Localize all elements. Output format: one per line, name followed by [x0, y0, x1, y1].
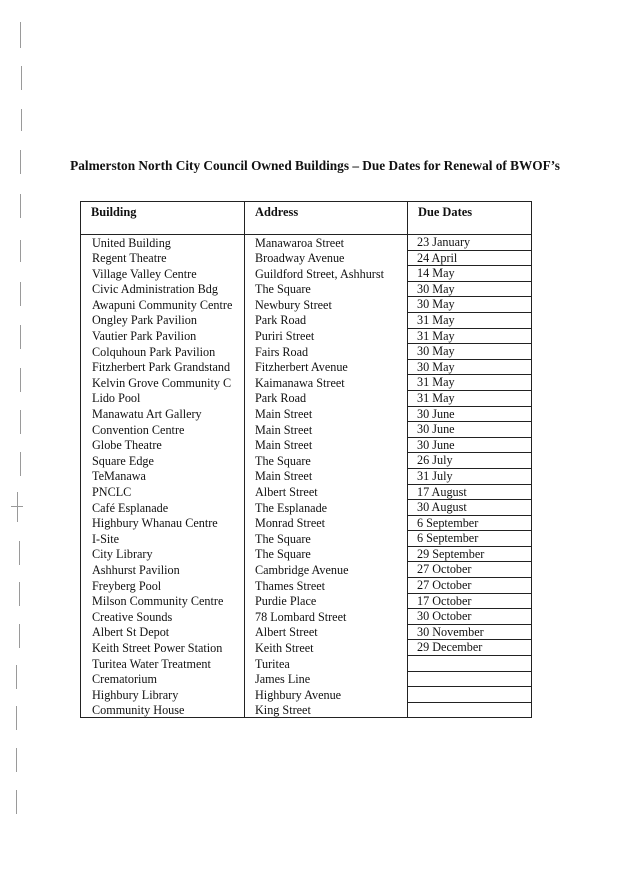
building-cell: Manawatu Art Gallery	[81, 406, 245, 422]
address-cell: Thames Street	[245, 578, 408, 594]
building-cell: Creative Sounds	[81, 609, 245, 625]
building-cell: City Library	[81, 546, 245, 562]
margin-mark	[16, 706, 17, 730]
due-date-cell: 30 May	[408, 344, 532, 360]
building-cell: Milson Community Centre	[81, 593, 245, 609]
building-cell: Keith Street Power Station	[81, 640, 245, 656]
address-cell: Highbury Avenue	[245, 687, 408, 703]
table-row	[81, 562, 532, 578]
margin-mark	[20, 194, 21, 218]
building-cell: PNCLC	[81, 484, 245, 500]
address-cell: Kaimanawa Street	[245, 375, 408, 391]
due-date-cell: 31 May	[408, 375, 532, 391]
building-cell: Turitea Water Treatment	[81, 656, 245, 672]
building-cell: Crematorium	[81, 671, 245, 687]
table-row	[81, 578, 532, 594]
header-address: Address	[245, 202, 408, 235]
header-building: Building	[81, 202, 245, 235]
address-cell: Cambridge Avenue	[245, 562, 408, 578]
address-cell: The Esplanade	[245, 500, 408, 516]
table-row	[81, 656, 532, 672]
building-cell: Lido Pool	[81, 390, 245, 406]
margin-mark	[19, 624, 20, 648]
table-row	[81, 640, 532, 656]
table-row	[81, 546, 532, 562]
table-row	[81, 266, 532, 282]
building-cell: Village Valley Centre	[81, 266, 245, 282]
due-date-cell: 6 September	[408, 531, 532, 547]
building-cell: Fitzherbert Park Grandstand	[81, 359, 245, 375]
due-date-cell: 26 July	[408, 453, 532, 469]
building-cell: United Building	[81, 235, 245, 251]
address-cell: Keith Street	[245, 640, 408, 656]
due-date-cell: 30 May	[408, 359, 532, 375]
building-cell: Awapuni Community Centre	[81, 297, 245, 313]
building-cell: I-Site	[81, 531, 245, 547]
building-cell: Convention Centre	[81, 422, 245, 438]
address-cell: Park Road	[245, 312, 408, 328]
table-header-row	[81, 202, 532, 235]
margin-mark	[20, 410, 21, 434]
building-cell: Albert St Depot	[81, 624, 245, 640]
address-cell: Fairs Road	[245, 344, 408, 360]
margin-mark	[20, 150, 21, 174]
due-date-cell: 17 August	[408, 484, 532, 500]
margin-mark	[20, 282, 21, 306]
address-cell: Main Street	[245, 437, 408, 453]
due-date-cell	[408, 687, 532, 703]
margin-mark	[16, 748, 17, 772]
table-row	[81, 515, 532, 531]
page-title: Palmerston North City Council Owned Buildings – Due Dates for Renewal of BWOF’s	[70, 158, 560, 173]
margin-mark	[17, 492, 18, 522]
margin-mark	[20, 240, 21, 262]
address-cell: Broadway Avenue	[245, 250, 408, 266]
due-date-cell: 29 September	[408, 546, 532, 562]
due-date-cell: 31 May	[408, 312, 532, 328]
table-row	[81, 344, 532, 360]
due-date-cell	[408, 702, 532, 718]
building-cell: Café Esplanade	[81, 500, 245, 516]
address-cell: Purdie Place	[245, 593, 408, 609]
margin-mark	[20, 325, 21, 349]
margin-mark	[11, 506, 23, 507]
address-cell: The Square	[245, 531, 408, 547]
address-cell: Albert Street	[245, 624, 408, 640]
building-cell: Globe Theatre	[81, 437, 245, 453]
address-cell: King Street	[245, 702, 408, 718]
building-cell: Vautier Park Pavilion	[81, 328, 245, 344]
building-cell: Community House	[81, 702, 245, 718]
table-row	[81, 297, 532, 313]
table-row	[81, 687, 532, 703]
due-date-cell: 30 May	[408, 281, 532, 297]
table-row	[81, 531, 532, 547]
address-cell: Manawaroa Street	[245, 235, 408, 251]
address-cell: Turitea	[245, 656, 408, 672]
margin-mark	[20, 368, 21, 392]
scan-margin-marks	[0, 0, 30, 886]
due-date-cell: 31 May	[408, 328, 532, 344]
building-cell: Regent Theatre	[81, 250, 245, 266]
address-cell: Fitzherbert Avenue	[245, 359, 408, 375]
address-cell: The Square	[245, 453, 408, 469]
table-row	[81, 624, 532, 640]
address-cell: Main Street	[245, 422, 408, 438]
address-cell: Park Road	[245, 390, 408, 406]
address-cell: Newbury Street	[245, 297, 408, 313]
due-date-cell: 30 May	[408, 297, 532, 313]
due-date-cell: 30 June	[408, 437, 532, 453]
due-date-cell: 17 October	[408, 593, 532, 609]
table-row	[81, 609, 532, 625]
due-date-cell: 30 August	[408, 500, 532, 516]
table-row	[81, 235, 532, 251]
building-cell: Highbury Library	[81, 687, 245, 703]
margin-mark	[20, 22, 21, 48]
address-cell: Main Street	[245, 468, 408, 484]
building-cell: Kelvin Grove Community C	[81, 375, 245, 391]
table-row	[81, 422, 532, 438]
due-date-cell: 30 November	[408, 624, 532, 640]
due-date-cell	[408, 656, 532, 672]
address-cell: The Square	[245, 281, 408, 297]
due-date-cell: 29 December	[408, 640, 532, 656]
address-cell: Guildford Street, Ashhurst	[245, 266, 408, 282]
bwof-table	[80, 201, 532, 718]
due-date-cell: 31 July	[408, 468, 532, 484]
table-row	[81, 250, 532, 266]
due-date-cell: 27 October	[408, 578, 532, 594]
table-row	[81, 453, 532, 469]
table-row	[81, 484, 532, 500]
margin-mark	[21, 66, 22, 90]
table-row	[81, 468, 532, 484]
address-cell: James Line	[245, 671, 408, 687]
table-row	[81, 702, 532, 718]
table-row	[81, 593, 532, 609]
table-row	[81, 312, 532, 328]
margin-mark	[19, 582, 20, 606]
address-cell: Albert Street	[245, 484, 408, 500]
margin-mark	[21, 109, 22, 131]
due-date-cell: 6 September	[408, 515, 532, 531]
table-row	[81, 671, 532, 687]
due-date-cell: 30 June	[408, 406, 532, 422]
table-row	[81, 406, 532, 422]
margin-mark	[20, 452, 21, 476]
building-cell: Colquhoun Park Pavilion	[81, 344, 245, 360]
table-row	[81, 390, 532, 406]
table-row	[81, 437, 532, 453]
margin-mark	[16, 665, 17, 689]
header-due-dates: Due Dates	[408, 202, 532, 235]
due-date-cell: 30 June	[408, 422, 532, 438]
due-date-cell	[408, 671, 532, 687]
address-cell: Main Street	[245, 406, 408, 422]
building-cell: Civic Administration Bdg	[81, 281, 245, 297]
address-cell: Monrad Street	[245, 515, 408, 531]
building-cell: Ashhurst Pavilion	[81, 562, 245, 578]
building-cell: TeManawa	[81, 468, 245, 484]
due-date-cell: 30 October	[408, 609, 532, 625]
margin-mark	[16, 790, 17, 814]
due-date-cell: 24 April	[408, 250, 532, 266]
due-date-cell: 14 May	[408, 266, 532, 282]
margin-mark	[19, 541, 20, 565]
due-date-cell: 27 October	[408, 562, 532, 578]
due-date-cell: 31 May	[408, 390, 532, 406]
table-row	[81, 500, 532, 516]
address-cell: 78 Lombard Street	[245, 609, 408, 625]
address-cell: Puriri Street	[245, 328, 408, 344]
table-row	[81, 281, 532, 297]
due-date-cell: 23 January	[408, 235, 532, 251]
table-row	[81, 328, 532, 344]
building-cell: Highbury Whanau Centre	[81, 515, 245, 531]
table-row	[81, 375, 532, 391]
table-row	[81, 359, 532, 375]
building-cell: Ongley Park Pavilion	[81, 312, 245, 328]
building-cell: Square Edge	[81, 453, 245, 469]
building-cell: Freyberg Pool	[81, 578, 245, 594]
address-cell: The Square	[245, 546, 408, 562]
